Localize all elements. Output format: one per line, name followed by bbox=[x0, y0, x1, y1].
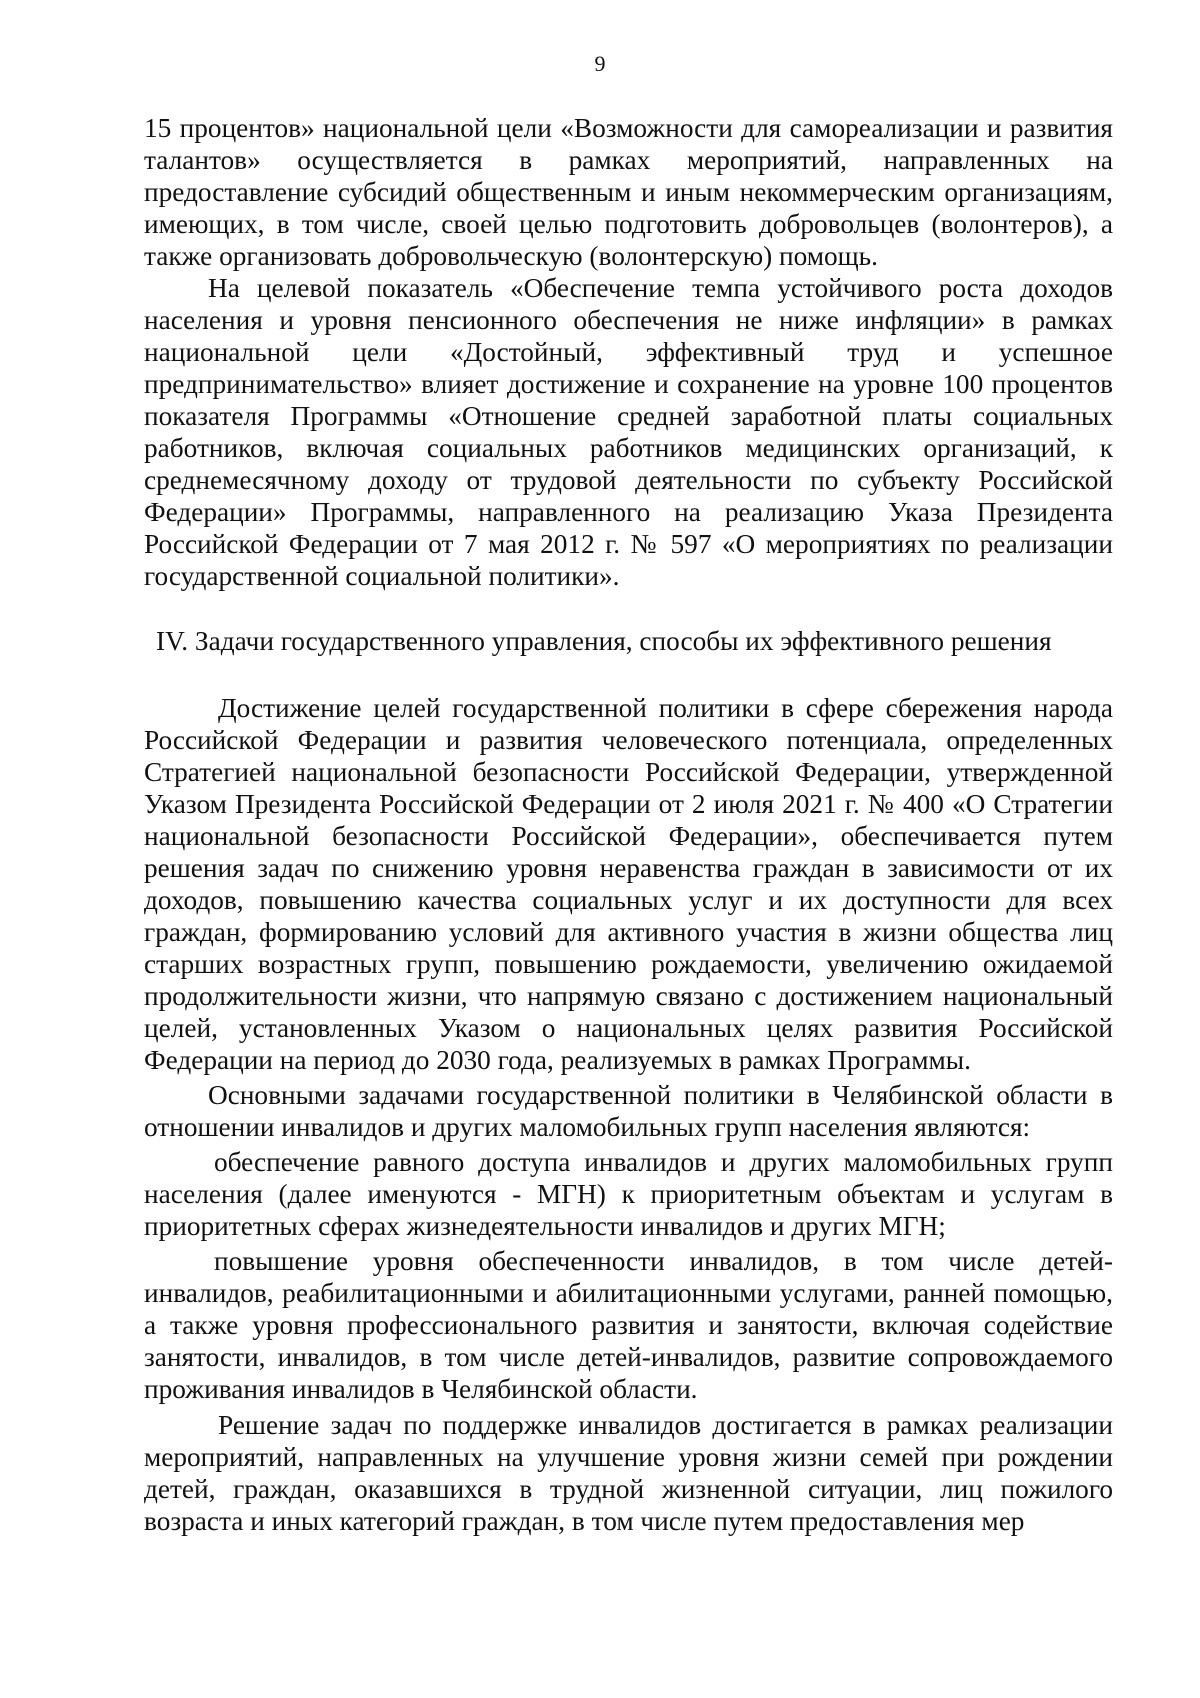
page-number: 9 bbox=[594, 51, 606, 76]
paragraph-rehabilitation: повышение уровня обеспеченности инвалидов, в том числе детей-инвалидов, реабилитационными и абилитационными услугами, ранней помощью, а также уровня профессионального развития и занятости, включая содействие занятости, инвалидов, в том числе детей-инвалидов, развитие сопровождаемого проживания инвалидов в Челябинской области. bbox=[144, 1246, 1113, 1404]
paragraph-strategy-goals: Достижение целей государственной политики в сфере сбережения народа Российской Федерации и развития человеческого потенциала, определенных Стратегией национальной безопасности Российской Федерации, утвержденной Указом Президента Российской Федерации от 2 июля 2021 г. № 400 «О Стратегии национальной безопасности Российской Федерации», обеспечивается путем решения задач по снижению уровня неравенства граждан в зависимости от их доходов, повышению качества социальных услуг и их доступности для всех граждан, формированию условий для активного участия в жизни общества лиц старших возрастных групп, повышению рождаемости, увеличению ожидаемой продолжительности жизни, что напрямую связано с достижением национальный целей, установленных Указом о национальных целях развития Российской Федерации на период до 2030 года, реализуемых в рамках Программы. bbox=[144, 693, 1113, 1075]
section-heading: IV. Задачи государственного управления, способы их эффективного решения bbox=[156, 626, 1052, 656]
paragraph-equal-access: обеспечение равного доступа инвалидов и других маломобильных групп населения (далее именуются - МГН) к приоритетным объектам и услугам в приоритетных сферах жизнедеятельности инвалидов и других МГН; bbox=[144, 1147, 1113, 1241]
paragraph-main-tasks: Основными задачами государственной политики в Челябинской области в отношении инвалидов и других маломобильных групп населения являются: bbox=[144, 1080, 1113, 1142]
paragraph-support-measures: Решение задач по поддержке инвалидов достигается в рамках реализации мероприятий, направленных на улучшение уровня жизни семей при рождении детей, граждан, оказавшихся в трудной жизненной ситуации, лиц пожилого возраста и иных категорий граждан, в том числе путем предоставления мер bbox=[144, 1410, 1113, 1536]
document-body bbox=[144, 112, 1113, 1537]
paragraph-income-indicator: На целевой показатель «Обеспечение темпа устойчивого роста доходов населения и уровня пенсионного обеспечения не ниже инфляции» в рамках национальной цели «Достойный, эффективный труд и успешное предпринимательство» влияет достижение и сохранение на уровне 100 процентов показателя Программы «Отношение средней заработной платы социальных работников, включая социальных работников медицинских организаций, к среднемесячному доходу от трудовой деятельности по субъекту Российской Федерации» Программы, направленного на реализацию Указа Президента Российской Федерации от 7 мая 2012 г. № 597 «О мероприятиях по реализации государственной социальной политики». bbox=[144, 273, 1113, 591]
paragraph-continuation: 15 процентов» национальной цели «Возможности для самореализации и развития талантов» осуществляется в рамках мероприятий, направленных на предоставление субсидий общественным и иным некоммерческим организациям, имеющих, в том числе, своей целью подготовить добровольцев (волонтеров), а также организовать добровольческую (волонтерскую) помощь. bbox=[144, 113, 1113, 271]
